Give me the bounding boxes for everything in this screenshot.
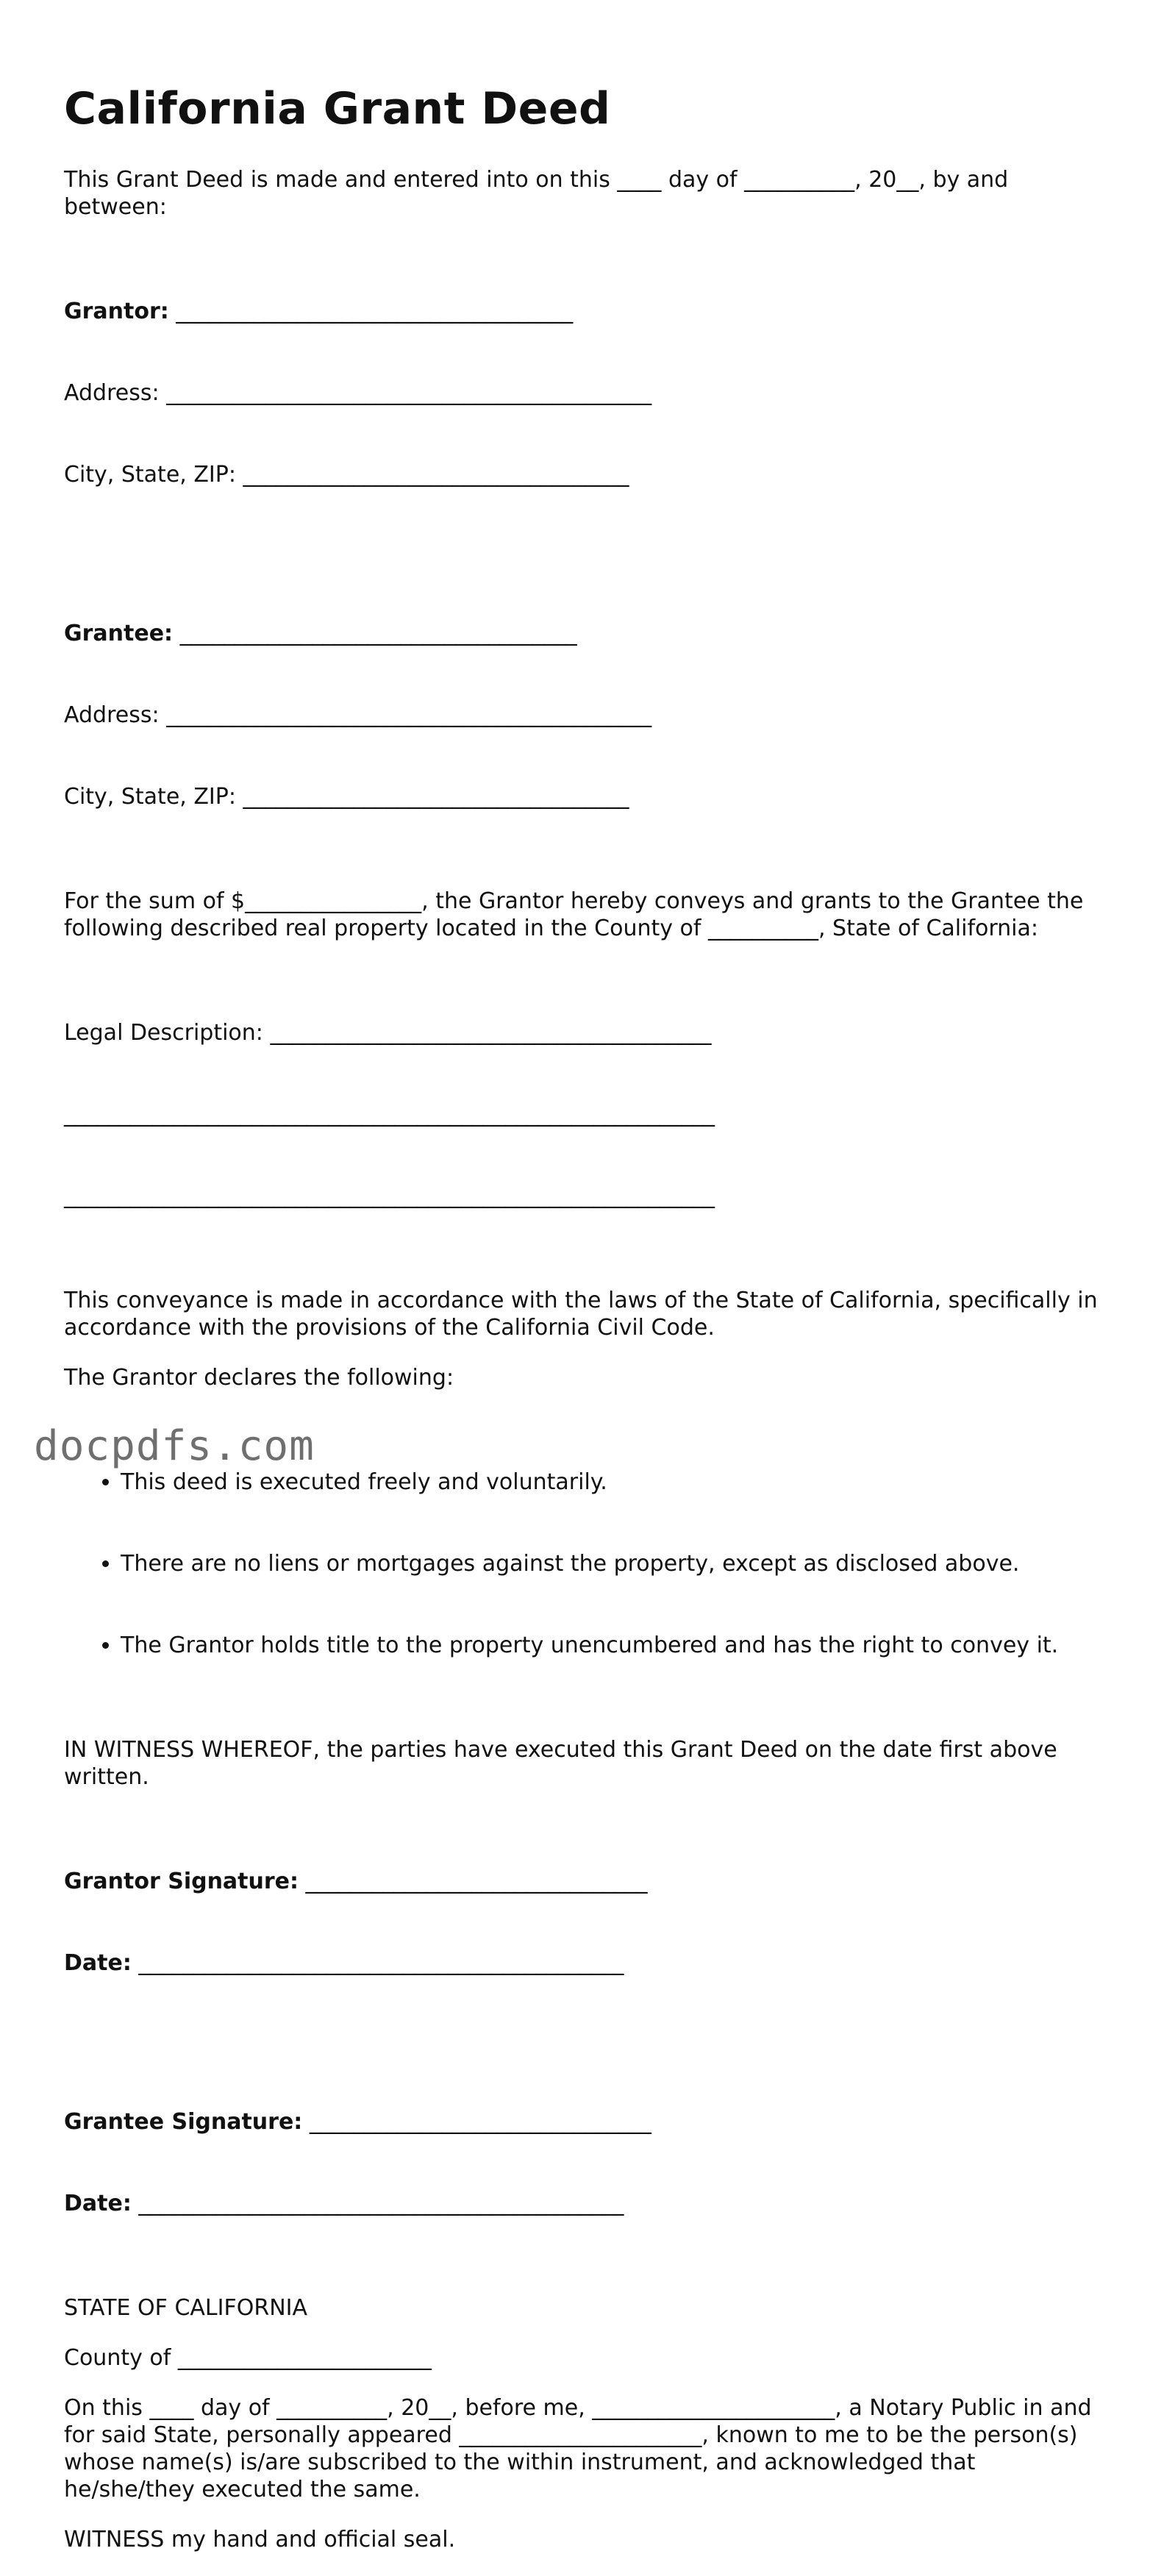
grantor-address-line: Address: ____________________________________________: [64, 380, 652, 406]
grantee-section: [64, 565, 1108, 865]
grantor-signature-line: [64, 1868, 1108, 1895]
grantor-city-line: City, State, ZIP: ___________________________________: [64, 462, 629, 488]
grantee-signature-line: [64, 2108, 1108, 2136]
grantee-signature-section: [64, 2054, 1108, 2272]
notary-county: County of _______________________: [64, 2345, 432, 2371]
grantee-date-line: [64, 2190, 1108, 2217]
consideration-paragraph: For the sum of $________________, the Grantor hereby conveys and grants to the Grantee the following described real property located in the County of __________, State of California:: [64, 888, 1090, 941]
grantor-name-line: [64, 298, 1108, 325]
grantee-date-blank: ____________________________________________: [131, 2191, 624, 2216]
notary-seal: WITNESS my hand and official seal.: [64, 2527, 456, 2552]
legal-description-line-3: ___________________________________________________________: [64, 1183, 715, 1209]
grantee-address-line: Address: ____________________________________________: [64, 702, 652, 728]
grantee-date-label: Date:: [64, 2191, 132, 2216]
grant-deed-document: [64, 79, 1108, 2576]
notary-acknowledgment: On this ____ day of __________, 20__, before me, ______________________, a Notary Public in and for said State, personally appeared ______________________, known to me to be the person(s) whose name(s) is/are subscribed to the within instrument, and acknowledged that he/she/they executed the same.: [64, 2395, 1099, 2502]
grantee-city-line: City, State, ZIP: ___________________________________: [64, 784, 629, 810]
declaration-intro: The Grantor declares the following:: [64, 1365, 454, 1391]
grantor-signature-section: [64, 1813, 1108, 2031]
grantor-signature-blank: _______________________________: [299, 1869, 648, 1894]
grantee-label: Grantee:: [64, 621, 174, 646]
notary-state: STATE OF CALIFORNIA: [64, 2295, 308, 2321]
grantor-date-line: [64, 1949, 1108, 1977]
grantor-name-blank: ____________________________________: [168, 299, 574, 324]
grantor-section: [64, 243, 1108, 543]
watermark-logo: docpdfs.com: [34, 1422, 315, 1470]
witness-clause: IN WITNESS WHEREOF, the parties have executed this Grant Deed on the date first above written.: [64, 1737, 1065, 1790]
page-title: California Grant Deed: [64, 83, 611, 135]
legal-description-section: [64, 965, 1108, 1264]
conveyance-law-paragraph: This conveyance is made in accordance with the laws of the State of California, specifically in accordance with the provisions of the California Civil Code.: [64, 1288, 1105, 1341]
legal-description-line-1: Legal Description: ________________________________________: [64, 1020, 712, 1046]
grantor-signature-label: Grantor Signature:: [64, 1869, 299, 1894]
declaration-item: • This deed is executed freely and voluntarily.: [121, 1469, 1108, 1496]
grantor-date-label: Date:: [64, 1950, 132, 1976]
grantor-date-blank: ____________________________________________: [131, 1950, 624, 1976]
intro-paragraph: This Grant Deed is made and entered into on this ____ day of __________, 20__, by and between:: [64, 167, 1015, 220]
grantee-name-blank: ____________________________________: [173, 621, 577, 646]
grantee-name-line: [64, 620, 1108, 647]
grantor-label: Grantor:: [64, 299, 169, 324]
declaration-item: • There are no liens or mortgages against the property, except as disclosed above.: [121, 1550, 1108, 1577]
grantee-signature-blank: _______________________________: [302, 2109, 651, 2135]
declaration-item: • The Grantor holds title to the property unencumbered and has the right to convey it.: [121, 1632, 1108, 1659]
grantee-signature-label: Grantee Signature:: [64, 2109, 303, 2135]
legal-description-line-2: ___________________________________________________________: [64, 1102, 715, 1127]
